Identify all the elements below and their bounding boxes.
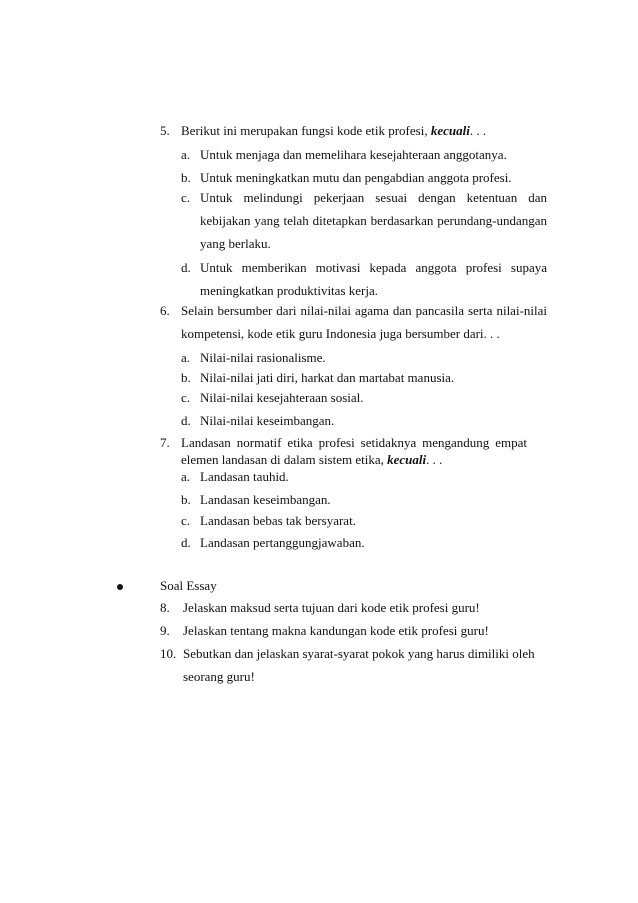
q6-text-line2: kompetensi, kode etik guru Indonesia juga bersumber dari. . . xyxy=(181,326,500,341)
q5-option-a: Untuk menjaga dan memelihara kesejahteraan anggotanya. xyxy=(200,147,507,162)
essay-item-8-number: 8. xyxy=(160,600,170,615)
q6-option-a: Nilai-nilai rasionalisme. xyxy=(200,350,326,365)
essay-item-9-number: 9. xyxy=(160,623,170,638)
q7-option-c: Landasan bebas tak bersyarat. xyxy=(200,513,356,528)
q5-option-b-letter: b. xyxy=(181,170,191,185)
q5-option-c-letter: c. xyxy=(181,190,191,205)
essay-item-10-number: 10. xyxy=(160,646,177,661)
q7-option-a: Landasan tauhid. xyxy=(200,469,289,484)
q7-option-a-letter: a. xyxy=(181,469,191,484)
essay-item-8: Jelaskan maksud serta tujuan dari kode etik profesi guru! xyxy=(183,600,480,615)
q7-number: 7. xyxy=(160,435,170,450)
q6-option-d: Nilai-nilai keseimbangan. xyxy=(200,413,335,428)
q7-option-d: Landasan pertanggungjawaban. xyxy=(200,535,365,550)
q5-option-c-line1: Untuk melindungi pekerjaan sesuai dengan ketentuan dan xyxy=(200,190,547,205)
q5-option-c-line2: kebijakan yang telah ditetapkan berdasarkan perundang-undangan xyxy=(200,213,547,228)
q5-option-b: Untuk meningkatkan mutu dan pengabdian anggota profesi. xyxy=(200,170,512,185)
q5-text: Berikut ini merupakan fungsi kode etik profesi, kecuali. . . xyxy=(181,123,487,138)
essay-item-10-line2: seorang guru! xyxy=(183,669,255,684)
q7-option-b-letter: b. xyxy=(181,492,191,507)
q6-option-d-letter: d. xyxy=(181,413,191,428)
q7-text-line1: Landasan normatif etika profesi setidaknya mengandung empat xyxy=(181,435,527,450)
q6-option-c-letter: c. xyxy=(181,390,191,405)
q6-number: 6. xyxy=(160,303,170,318)
q7-text-line2: elemen landasan di dalam sistem etika, kecuali. . . xyxy=(181,452,443,467)
q5-option-d-letter: d. xyxy=(181,260,191,275)
q7-option-d-letter: d. xyxy=(181,535,191,550)
q7-option-b: Landasan keseimbangan. xyxy=(200,492,331,507)
essay-item-10-line1: Sebutkan dan jelaskan syarat-syarat pokok yang harus dimiliki oleh xyxy=(183,646,535,661)
essay-heading: Soal Essay xyxy=(160,578,217,593)
bullet-icon xyxy=(117,584,123,590)
q6-option-c: Nilai-nilai kesejahteraan sosial. xyxy=(200,390,364,405)
q6-text-line1: Selain bersumber dari nilai-nilai agama dan pancasila serta nilai-nilai xyxy=(181,303,547,318)
q6-option-a-letter: a. xyxy=(181,350,191,365)
q6-option-b-letter: b. xyxy=(181,370,191,385)
q5-option-c-line3: yang berlaku. xyxy=(200,236,271,251)
q6-option-b: Nilai-nilai jati diri, harkat dan martabat manusia. xyxy=(200,370,455,385)
q5-option-d-line2: meningkatkan produktivitas kerja. xyxy=(200,283,378,298)
q7-option-c-letter: c. xyxy=(181,513,191,528)
q5-option-a-letter: a. xyxy=(181,147,191,162)
q5-option-d-line1: Untuk memberikan motivasi kepada anggota profesi supaya xyxy=(200,260,547,275)
q5-number: 5. xyxy=(160,123,170,138)
essay-item-9: Jelaskan tentang makna kandungan kode etik profesi guru! xyxy=(183,623,489,638)
